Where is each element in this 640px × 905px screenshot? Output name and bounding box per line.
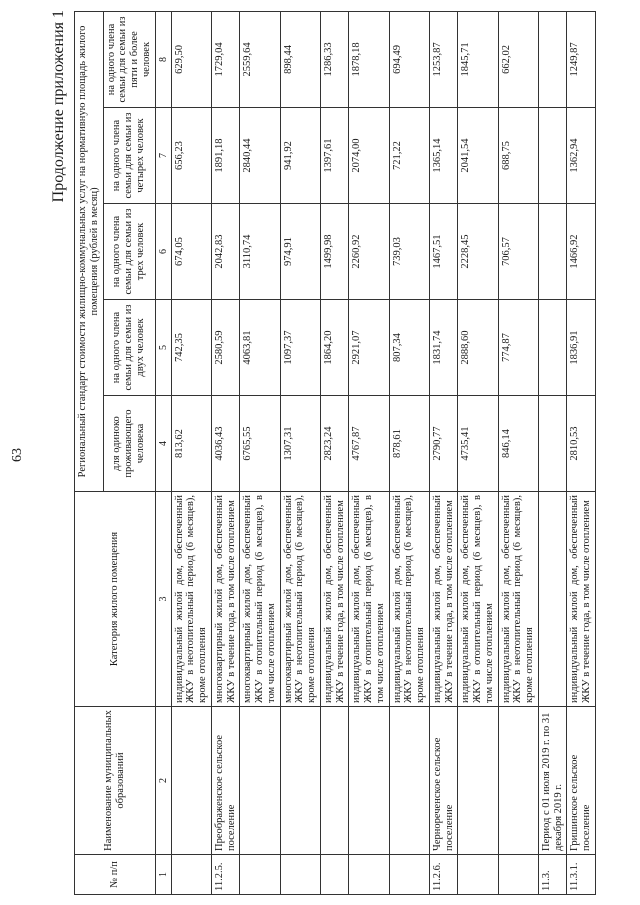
value-three: 674,05	[171, 204, 211, 300]
value-three: 1499,98	[320, 204, 349, 300]
row-name	[498, 707, 538, 855]
row-num: 11.2.6.	[429, 855, 458, 895]
value-three: 1467,51	[429, 204, 458, 300]
row-num	[498, 855, 538, 895]
column-index: 3	[155, 492, 171, 707]
row-name: Гришинское сельское поселение	[567, 707, 596, 855]
value-single: 4735,41	[458, 396, 498, 492]
value-two: 2888,60	[458, 300, 498, 396]
value-single: 878,61	[389, 396, 429, 492]
value-three: 1466,92	[567, 204, 596, 300]
column-index: 4	[155, 396, 171, 492]
row-name: Чернореченское сельское поселение	[429, 707, 458, 855]
row-num	[171, 855, 211, 895]
table-row	[567, 11, 596, 894]
value-five: 1249,87	[567, 11, 596, 107]
table-row	[389, 11, 429, 894]
header-three: на одного члена семьи для семьи из трех человек	[103, 204, 155, 300]
header-single: для одиноко проживающего человека	[103, 396, 155, 492]
row-num: 11.2.5.	[211, 855, 240, 895]
row-category: многоквартирный жилой дом, обеспеченный ЖКУ в отопительный период (6 месяцев), в том числе отоплением	[240, 492, 280, 707]
table-row	[429, 11, 458, 894]
value-five: 629,50	[171, 11, 211, 107]
row-name	[389, 707, 429, 855]
column-index: 1	[155, 855, 171, 895]
value-two: 1864,20	[320, 300, 349, 396]
value-five: 2559,64	[240, 11, 280, 107]
value-three: 3110,74	[240, 204, 280, 300]
row-num	[458, 855, 498, 895]
value-five: 1845,71	[458, 11, 498, 107]
header-four: на одного члена семьи для семьи из четырех человек	[103, 108, 155, 204]
value-four: 1891,18	[211, 108, 240, 204]
table-row	[280, 11, 320, 894]
value-four: 1365,14	[429, 108, 458, 204]
column-index-row	[155, 11, 171, 894]
row-category: индивидуальный жилой дом, обеспеченный ЖКУ в неотопительный период (6 месяцев), кроме отопления	[171, 492, 211, 707]
column-index: 7	[155, 108, 171, 204]
header-two: на одного члена семьи для семьи из двух человек	[103, 300, 155, 396]
column-index: 8	[155, 11, 171, 107]
row-category: индивидуальный жилой дом, обеспеченный ЖКУ в течение года, в том числе отоплением	[429, 492, 458, 707]
value-single: 2790,77	[429, 396, 458, 492]
value-five: 898,44	[280, 11, 320, 107]
value-five: 1729,04	[211, 11, 240, 107]
table-row	[458, 11, 498, 894]
standard-table	[74, 11, 596, 895]
value-five: 694,49	[389, 11, 429, 107]
value-four: 721,22	[389, 108, 429, 204]
value-single: 846,14	[498, 396, 538, 492]
value-two: 1097,37	[280, 300, 320, 396]
value-four: 2074,00	[349, 108, 389, 204]
header-name: Наименование муниципальных образований	[75, 707, 156, 855]
row-name: Преображенское сельское поселение	[211, 707, 240, 855]
value-four: 1362,94	[567, 108, 596, 204]
value-three: 2260,92	[349, 204, 389, 300]
value-four: 2840,44	[240, 108, 280, 204]
value-two: 1831,74	[429, 300, 458, 396]
row-category: индивидуальный жилой дом, обеспеченный ЖКУ в неотопительный период (6 месяцев), кроме отопления	[389, 492, 429, 707]
table-row	[498, 11, 538, 894]
value-single: 6765,55	[240, 396, 280, 492]
row-num	[389, 855, 429, 895]
value-five: 662,02	[498, 11, 538, 107]
value-two: 774,87	[498, 300, 538, 396]
value-two: 2580,59	[211, 300, 240, 396]
value-three: 739,03	[389, 204, 429, 300]
value-three: 706,57	[498, 204, 538, 300]
row-category	[538, 492, 567, 707]
value-three: 2228,45	[458, 204, 498, 300]
value-five	[538, 11, 567, 107]
row-name: Период с 01 июля 2019 г. по 31 декабря 2019 г.	[538, 707, 567, 855]
row-num	[280, 855, 320, 895]
row-name	[240, 707, 280, 855]
value-single: 2823,24	[320, 396, 349, 492]
row-num	[320, 855, 349, 895]
value-two: 742,35	[171, 300, 211, 396]
row-category: индивидуальный жилой дом, обеспеченный ЖКУ в неотопительный период (6 месяцев), кроме отопления	[498, 492, 538, 707]
value-single	[538, 396, 567, 492]
row-category: индивидуальный жилой дом, обеспеченный ЖКУ в отопительный период (6 месяцев), в том числе отоплением	[349, 492, 389, 707]
value-single: 4036,43	[211, 396, 240, 492]
value-four: 941,92	[280, 108, 320, 204]
header-category: Категория жилого помещения	[75, 492, 156, 707]
row-category: индивидуальный жилой дом, обеспеченный ЖКУ в течение года, в том числе отоплением	[320, 492, 349, 707]
row-category: индивидуальный жилой дом, обеспеченный ЖКУ в отопительный период (6 месяцев), в том числе отоплением	[458, 492, 498, 707]
row-name	[458, 707, 498, 855]
value-four: 1397,61	[320, 108, 349, 204]
column-index: 2	[155, 707, 171, 855]
header-standard-group: Региональный стандарт стоимости жилищно-коммунальных услуг на нормативную площадь жилого помещения (рублей в месяц)	[75, 11, 104, 491]
row-name	[349, 707, 389, 855]
value-four: 656,23	[171, 108, 211, 204]
value-single: 2810,53	[567, 396, 596, 492]
row-category: индивидуальный жилой дом, обеспеченный ЖКУ в течение года, в том числе отоплением	[567, 492, 596, 707]
header-num: № п/п	[75, 855, 156, 895]
value-five: 1253,87	[429, 11, 458, 107]
value-single: 1307,31	[280, 396, 320, 492]
row-num	[240, 855, 280, 895]
table-row-period	[538, 11, 567, 894]
table-row	[171, 11, 211, 894]
value-two: 807,34	[389, 300, 429, 396]
value-two: 1836,91	[567, 300, 596, 396]
header-row-1	[75, 11, 104, 894]
table-row	[349, 11, 389, 894]
value-three	[538, 204, 567, 300]
value-five: 1286,33	[320, 11, 349, 107]
value-five: 1878,18	[349, 11, 389, 107]
value-three: 2042,83	[211, 204, 240, 300]
value-single: 4767,87	[349, 396, 389, 492]
row-category: многоквартирный жилой дом, обеспеченный ЖКУ в течение года, в том числе отоплением	[211, 492, 240, 707]
continuation-title: Продолжение приложения 1	[50, 10, 67, 203]
page-number: 63	[10, 448, 25, 462]
row-num: 11.3.1.	[567, 855, 596, 895]
value-two: 2921,07	[349, 300, 389, 396]
row-name	[171, 707, 211, 855]
row-num: 11.3.	[538, 855, 567, 895]
value-four: 688,75	[498, 108, 538, 204]
value-three: 974,91	[280, 204, 320, 300]
table-row	[240, 11, 280, 894]
row-category: многоквартирный жилой дом, обеспеченный ЖКУ в неотопительный период (6 месяцев), кроме отопления	[280, 492, 320, 707]
table-row	[211, 11, 240, 894]
value-single: 813,62	[171, 396, 211, 492]
table-row	[320, 11, 349, 894]
column-index: 5	[155, 300, 171, 396]
value-four	[538, 108, 567, 204]
row-name	[320, 707, 349, 855]
value-four: 2041,54	[458, 108, 498, 204]
value-two: 4063,81	[240, 300, 280, 396]
header-five: на одного члена семьи для семьи из пяти и более человек	[103, 11, 155, 107]
row-num	[349, 855, 389, 895]
value-two	[538, 300, 567, 396]
row-name	[280, 707, 320, 855]
column-index: 6	[155, 204, 171, 300]
